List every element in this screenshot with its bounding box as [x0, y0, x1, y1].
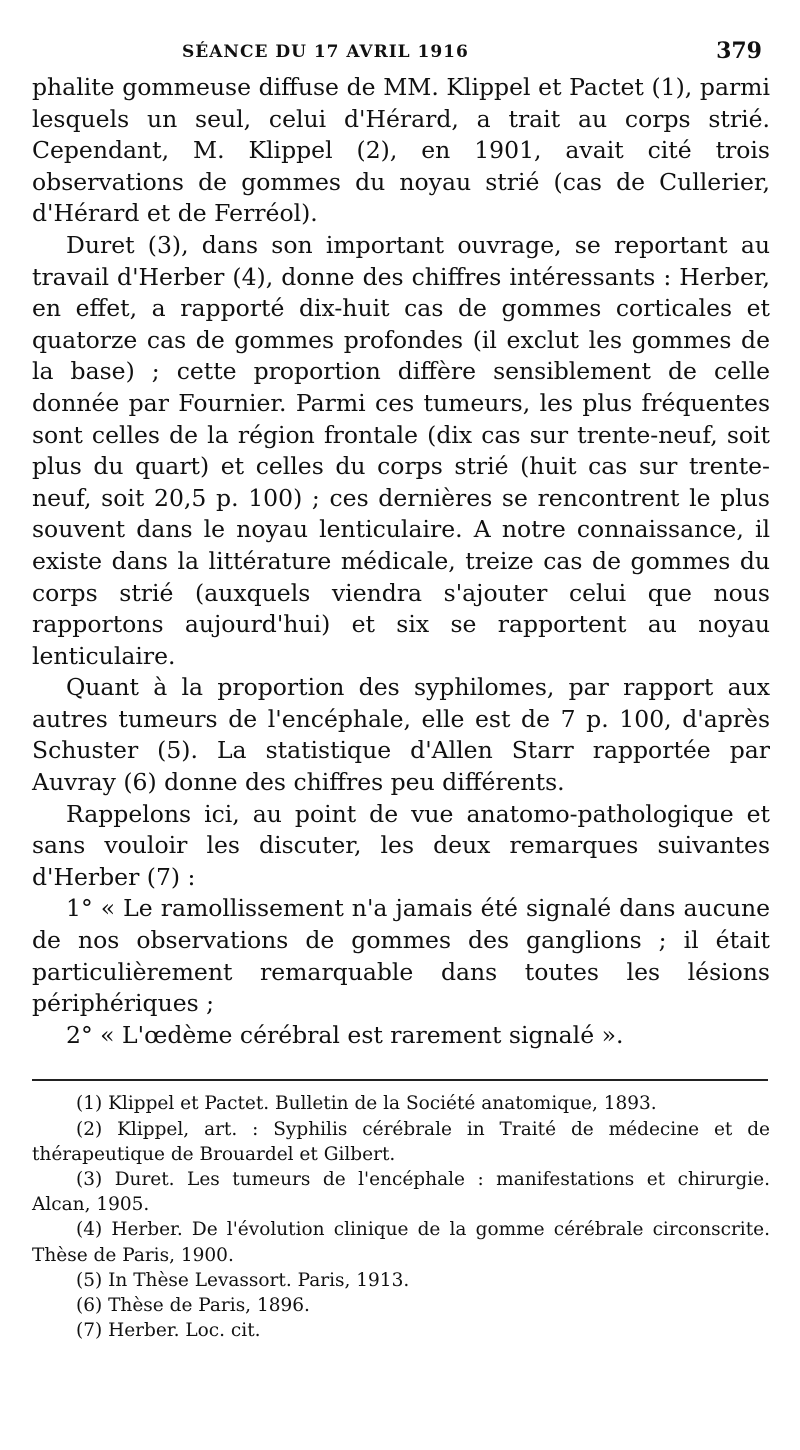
footnote-divider — [32, 1079, 768, 1081]
paragraph-remark-2: 2° « L'œdème cérébral est rarement signalé ». — [66, 1020, 624, 1049]
paragraph-continued: phalite gommeuse diffuse de MM. Klippel et Pactet (1), parmi lesquels un seul, celui d'Hérard, a trait au corps strié. Cependant, M. Klippel (2), en 1901, avait cité trois observations de gommes du noyau strié (cas de Cullerier, d'Hérard et de Ferréol). — [32, 73, 770, 228]
paragraph-remark-1: 1° « Le ramollissement n'a jamais été signalé dans aucune de nos observations de gommes des ganglions ; il était particulièrement remarquable dans toutes les lésions périphériques ; — [32, 894, 770, 1018]
footnote: (5) In Thèse Levassort. Paris, 1913. — [76, 1269, 410, 1291]
footnote: (4) Herber. De l'évolution clinique de la gomme cérébrale circonscrite. Thèse de Paris, 1900. — [32, 1219, 770, 1266]
book-page — [32, 28, 770, 1343]
footnote: (1) Klippel et Pactet. Bulletin de la Société anatomique, 1893. — [76, 1093, 657, 1115]
paragraph-duret: Duret (3), dans son important ouvrage, se reportant au travail d'Herber (4), donne des chiffres intéressants : Herber, en effet, a rapporté dix-huit cas de gommes corticales et quatorze cas de gommes profondes (il exclut les gommes de la base) ; cette proportion diffère sensiblement de celle donnée par Fournier. Parmi ces tumeurs, les plus fréquentes sont celles de la région frontale (dix cas sur trente-neuf, soit plus du quart) et celles du corps strié (huit cas sur trente-neuf, soit 20,5 p. 100) ; ces dernières se rencontrent le plus souvent dans le noyau lenticulaire. A notre connaissance, il existe dans la littérature médicale, treize cas de gommes du corps strié (auxquels viendra s'ajouter celui que nous rapportons aujourd'hui) et six se rapportent au noyau lenticulaire. — [32, 230, 770, 670]
main-text — [32, 72, 770, 1051]
page-number: 379 — [716, 38, 762, 64]
footnote: (2) Klippel, art. : Syphilis cérébrale in Traité de médecine et de thérapeutique de Brouardel et Gilbert. — [32, 1118, 770, 1165]
footnotes — [32, 1091, 770, 1343]
footnote: (3) Duret. Les tumeurs de l'encéphale : manifestations et chirurgie. Alcan, 1905. — [32, 1169, 770, 1216]
paragraph-rappelons: Rappelons ici, au point de vue anatomo-pathologique et sans vouloir les discuter, les deux remarques suivantes d'Herber (7) : — [32, 799, 770, 891]
footnote: (7) Herber. Loc. cit. — [76, 1320, 261, 1342]
paragraph-syphilomes: Quant à la proportion des syphilomes, par rapport aux autres tumeurs de l'encéphale, elle est de 7 p. 100, d'après Schuster (5). La statistique d'Allen Starr rapportée par Auvray (6) donne des chiffres peu différents. — [32, 673, 770, 797]
footnote: (6) Thèse de Paris, 1896. — [76, 1295, 310, 1317]
running-title: SÉANCE DU 17 AVRIL 1916 — [182, 42, 469, 62]
page-header — [32, 28, 770, 72]
